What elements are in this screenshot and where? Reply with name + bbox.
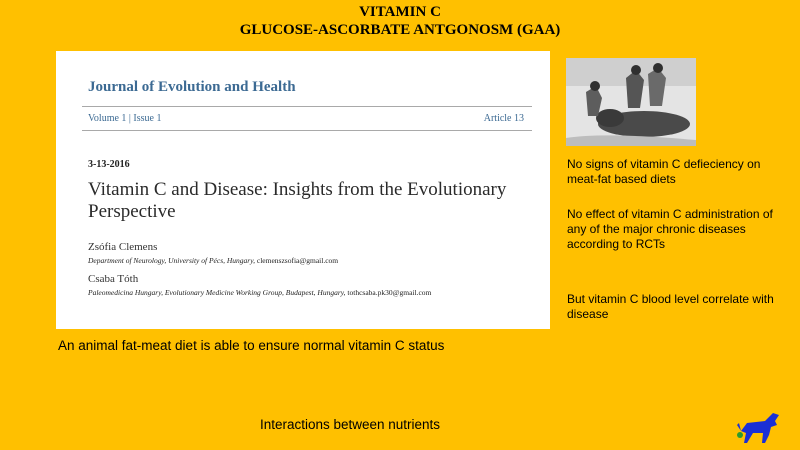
- slide-subtitle: GLUCOSE-ASCORBATE ANTGONOSM (GAA): [239, 22, 561, 38]
- author-name: Zsófia Clemens: [88, 241, 158, 253]
- note-no-deficiency: No signs of vitamin C defieciency on meat-fat based diets: [567, 157, 761, 186]
- paper-screenshot: [56, 51, 550, 329]
- slide-title: VITAMIN C: [359, 4, 441, 20]
- article-title: Vitamin C and Disease: Insights from the Evolutionary Perspective: [88, 179, 507, 222]
- publication-date: 3-13-2016: [88, 159, 130, 170]
- divider: [82, 130, 532, 131]
- photo-illustration: [566, 58, 696, 146]
- journal-name: Journal of Evolution and Health: [88, 79, 296, 95]
- author-affiliation: Paleomedicina Hungary, Evolutionary Medicine Working Group, Budapest, Hungary, tothcsaba.pk30@gmail.com: [88, 288, 432, 297]
- article-number: Article 13: [483, 113, 524, 124]
- author-affiliation: Department of Neurology, University of Pécs, Hungary, clemenszsofia@gmail.com: [88, 256, 339, 265]
- horse-logo-icon: [735, 405, 783, 445]
- paper-caption: An animal fat-meat diet is able to ensure normal vitamin C status: [58, 338, 445, 353]
- author-email: clemenszsofia@gmail.com: [256, 256, 339, 265]
- divider: [82, 106, 532, 107]
- inuit-hunting-photo: [566, 58, 696, 146]
- volume-issue: Volume 1 | Issue 1: [88, 113, 162, 124]
- bottom-caption: Interactions between nutrients: [259, 417, 441, 432]
- author-name: Csaba Tóth: [88, 273, 139, 285]
- note-blood-level: But vitamin C blood level correlate with disease: [567, 292, 774, 321]
- note-no-effect-rcts: No effect of vitamin C administration of any of the major chronic diseases according to RCTs: [567, 207, 773, 251]
- author-email: tothcsaba.pk30@gmail.com: [347, 288, 432, 297]
